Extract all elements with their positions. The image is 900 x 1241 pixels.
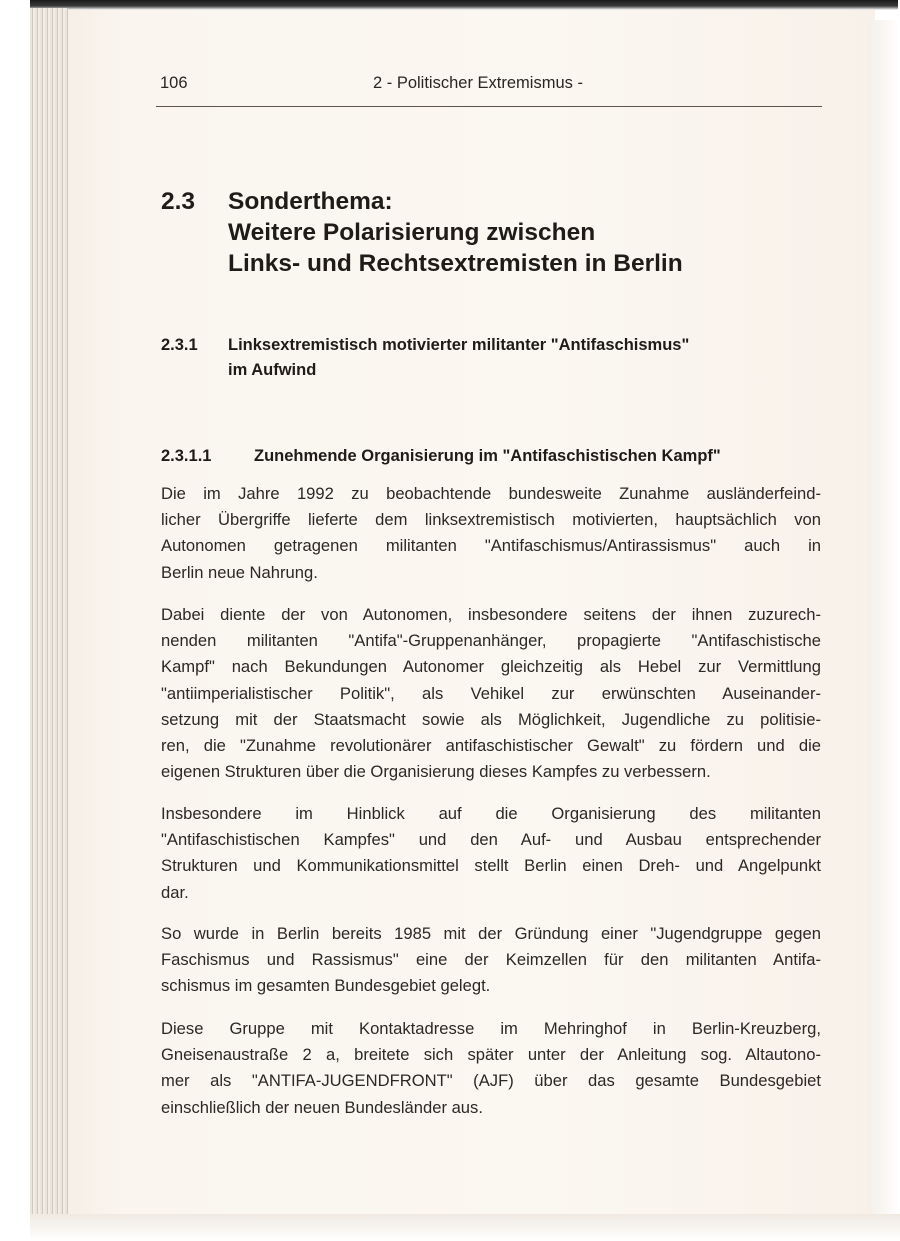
section-title-line: Sonderthema: [228,188,393,215]
paragraph-2 [161,602,821,785]
text-line: eigenen Strukturen über die Organisierung dieses Kampfes zu verbessern. [161,762,711,782]
text-line: Kampf" nach Bekundungen Autonomer gleichzeitig als Hebel zur Vermittlung [161,657,821,677]
subsection-title [228,333,818,383]
subsection-title-line: im Aufwind [228,361,317,379]
text-line: einschließlich der neuen Bundesländer aus. [161,1097,483,1117]
text-line: nenden militanten "Antifa"-Gruppenanhänger, propagierte "Antifaschistische [161,631,821,651]
text-line: Dabei diente der von Autonomen, insbesondere seitens der ihnen zuzurech- [161,605,821,624]
text-line: Diese Gruppe mit Kontaktadresse im Mehringhof in Berlin-Kreuzberg, [161,1019,821,1038]
text-line: Autonomen getragenen militanten "Antifaschismus/Antirassismus" auch in [161,536,821,556]
text-line: "Antifaschistischen Kampfes" und den Auf- und Ausbau entsprechender [161,830,821,850]
subsection-number: 2.3.1 [161,336,198,354]
section-number: 2.3 [161,188,196,215]
text-line: Gneisenaustraße 2 a, breitete sich später unter der Anleitung sog. Altautono- [161,1045,821,1065]
subsubsection-number: 2.3.1.1 [161,447,212,465]
text-line: dar. [161,882,189,902]
text-line: schismus im gesamten Bundesgebiet gelegt. [161,976,491,996]
scan-top-edge [30,0,898,10]
text-line: So wurde in Berlin bereits 1985 mit der Gründung einer "Jugendgruppe gegen [161,924,821,943]
text-line: "antiimperialistischer Politik", als Vehikel zur erwünschten Auseinander- [161,683,821,703]
text-line: ren, die "Zunahme revolutionärer antifaschistischer Gewalt" zu fördern und die [161,736,821,756]
text-line: Faschismus und Rassismus" eine der Keimzellen für den militanten Antifa- [161,950,821,970]
text-line: Die im Jahre 1992 zu beobachtende bundesweite Zunahme ausländerfeind- [161,484,821,503]
text-line: licher Übergriffe lieferte dem linksextremistisch motivierten, hauptsächlich von [161,510,821,530]
text-line: Insbesondere im Hinblick auf die Organisierung des militanten [161,804,821,823]
section-title-line: Links- und Rechtsextremisten in Berlin [228,250,683,277]
running-header [160,74,820,98]
scan-bottom-edge [30,1214,900,1241]
paragraph-4 [161,921,821,1000]
scan-right-margin [868,20,900,1241]
text-line: setzung mit der Staatsmacht sowie als Möglichkeit, Jugendliche zu politisie- [161,709,821,729]
text-line: mer als "ANTIFA-JUGENDFRONT" (AJF) über das gesamte Bundesgebiet [161,1071,821,1091]
running-title: 2 - Politischer Extremismus - [373,74,583,92]
paragraph-3 [161,801,821,906]
subsection-title-line: Linksextremistisch motivierter militanter "Antifaschismus" [228,336,690,354]
text-line: Berlin neue Nahrung. [161,562,318,582]
paragraph-5 [161,1016,821,1121]
paragraph-1 [161,481,821,586]
text-line: Strukturen und Kommunikationsmittel stellt Berlin einen Dreh- und Angelpunkt [161,856,821,876]
header-rule [156,106,822,107]
book-page-edges [30,8,68,1241]
section-title-line: Weitere Polarisierung zwischen [228,219,596,246]
subsubsection-title: Zunehmende Organisierung im "Antifaschistischen Kampf" [254,447,721,465]
page-number: 106 [160,74,188,92]
section-title [228,186,818,279]
